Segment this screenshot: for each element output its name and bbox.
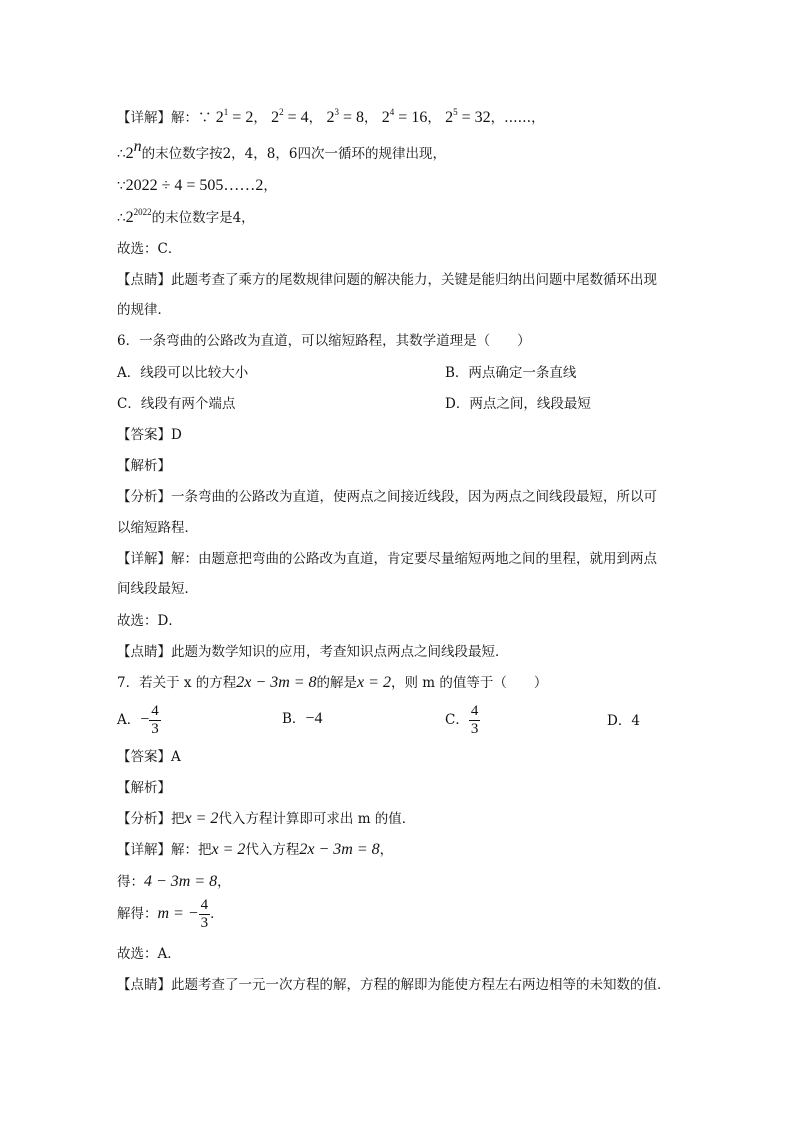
q6-detail: 【详解】解：由题意把弯曲的公路改为直道，肯定要尽量缩短两地之间的里程，就用到两点: [117, 551, 657, 567]
q6-comment: 【点睛】此题为数学知识的应用，考查知识点两点之间线段最短．: [117, 644, 509, 660]
power-2-4: $2^4 = 16$: [381, 107, 428, 126]
q6-answer: 【答案】D: [117, 427, 182, 443]
power-2-3: $2^3 = 8$: [326, 107, 364, 126]
q5-comment-cont: 的规律．: [117, 302, 171, 318]
q7-detail: 【详解】解：把x = 2代入方程2x − 3m = 8，: [117, 841, 394, 858]
q6-option-c: C．线段有两个端点: [117, 396, 236, 412]
q7-analysis: 【解析】: [117, 780, 171, 796]
q5-result-line: $\therefore 2^{2022}$的末位数字是4，: [117, 207, 255, 226]
q7-comment: 【点睛】此题考查了一元一次方程的解，方程的解即为能使方程左右两边相等的未知数的值．: [117, 977, 671, 993]
q7-option-a: A．− $\frac{4}{3}$: [117, 703, 159, 737]
q6-option-b: B．两点确定一条直线: [445, 365, 577, 381]
q7-fenxi: 【分析】把x = 2代入方程计算即可求出 m 的值．: [117, 810, 416, 827]
q5-comment: 【点睛】此题考查了乘方的尾数规律问题的解决能力，关键是能归纳出问题中尾数循环出现: [117, 272, 657, 288]
q6-option-a: A．线段可以比较大小: [117, 365, 249, 381]
q5-cycle-line: ∴2$^n$的末位数字按2，4，8，6四次一循环的规律出现，: [117, 138, 446, 162]
q7-step-2: 解得：m = − $\frac{4}{3}$ ．: [117, 897, 224, 931]
q6-fenxi: 【分析】一条弯曲的公路改为直道，使两点之间接近线段，因为两点之间线段最短，所以可: [117, 489, 657, 505]
q5-choice: 故选：C．: [117, 241, 182, 257]
q7-choice: 故选：A．: [117, 946, 181, 962]
power-2-5: $2^5 = 32$: [445, 107, 491, 126]
q7-option-c: C． $\frac{4}{3}$: [445, 703, 479, 737]
q7-option-d: D．4: [607, 713, 640, 729]
detail-label: 【详解】: [117, 110, 171, 126]
q6-detail-cont: 间线段最短．: [117, 581, 198, 597]
q7-answer: 【答案】A: [117, 749, 181, 765]
q6-option-d: D．两点之间，线段最短: [445, 396, 591, 412]
power-2-2: $2^2 = 4$: [271, 107, 309, 126]
q6-stem: 6．一条弯曲的公路改为直道，可以缩短路程，其数学道理是（ ）: [117, 333, 531, 349]
power-2-1: $2^1 = 2$: [215, 107, 254, 126]
q5-division-line: ∵2022 ÷ 4 = 505……2，: [117, 177, 277, 194]
q6-fenxi-cont: 以缩短路程．: [117, 520, 198, 536]
q7-stem: 7．若关于 x 的方程2x − 3m = 8的解是x = 2，则 m 的值等于（ ）: [117, 674, 548, 691]
q6-choice: 故选：D．: [117, 613, 182, 629]
q7-step-1: 得：4 − 3m = 8，: [117, 873, 231, 890]
q5-detail-line: 【详解】解：∵ $2^1 = 2$， $2^2 = 4$， $2^3 = 8$， $2^4 = 16$， $2^5 = 32$，……，: [117, 107, 545, 126]
q7-option-b: B．−4: [282, 710, 323, 727]
q6-analysis: 【解析】: [117, 458, 171, 474]
